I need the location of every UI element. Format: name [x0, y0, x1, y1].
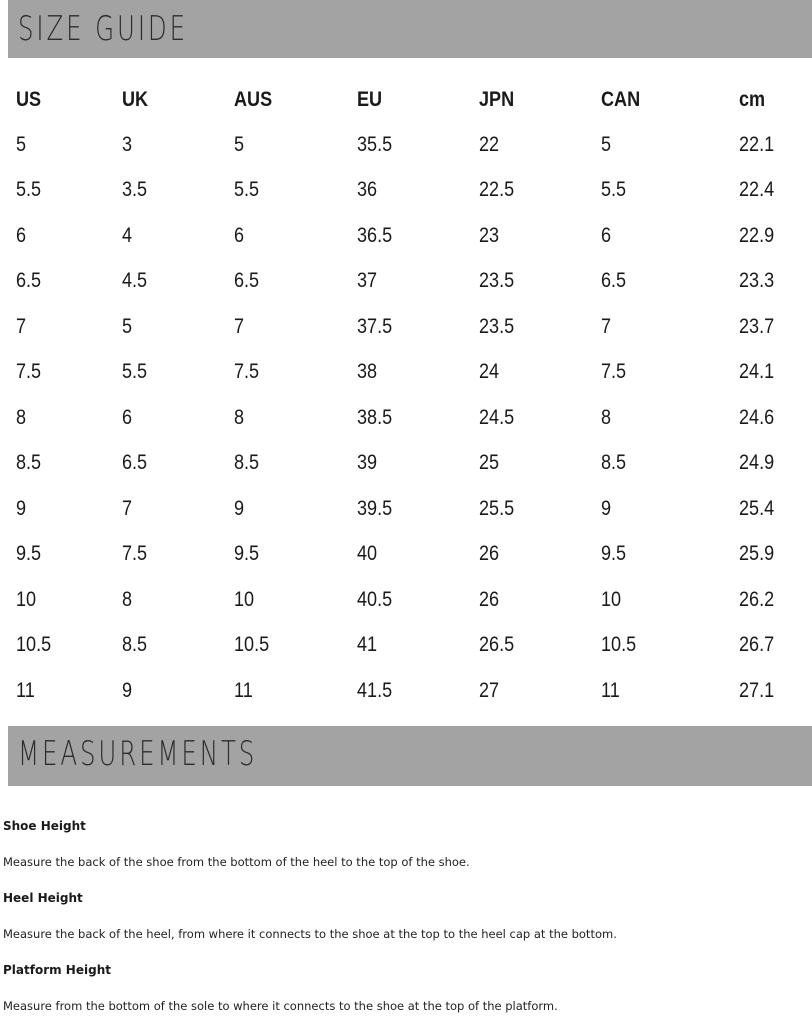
cell-value: 5 [601, 132, 612, 156]
table-cell [357, 486, 479, 532]
table-cell [479, 668, 601, 714]
cell-value: 6 [601, 223, 612, 247]
cell-value: 25.4 [739, 496, 775, 520]
table-cell [357, 122, 479, 168]
table-cell [479, 577, 601, 623]
cell-value: 9.5 [16, 542, 42, 566]
table-cell [234, 577, 357, 623]
table-cell [234, 668, 357, 714]
table-cell [16, 668, 122, 714]
size-guide-banner [8, 0, 812, 58]
table-cell [601, 577, 739, 623]
cell-value: 26.5 [479, 633, 515, 657]
cell-value: 9 [234, 496, 245, 520]
cell-value: 9 [122, 678, 133, 702]
table-cell [234, 441, 357, 487]
table-row [16, 668, 812, 714]
table-cell [357, 668, 479, 714]
column-header [479, 77, 601, 122]
table-cell [122, 441, 234, 487]
table-row [16, 577, 812, 623]
cell-value: 10.5 [234, 633, 270, 657]
table-cell [739, 213, 812, 259]
measurement-description: Measure the back of the heel, from where it connects to the shoe at the top to the heel cap at the bottom. [3, 927, 617, 941]
cell-value: 24 [479, 360, 500, 384]
cell-value: 8.5 [122, 633, 148, 657]
cell-value: 22.1 [739, 132, 775, 156]
size-conversion-table [16, 77, 812, 714]
table-cell [739, 668, 812, 714]
cell-value: 36.5 [357, 223, 393, 247]
table-row [16, 213, 812, 259]
table-cell [739, 259, 812, 305]
table-cell [357, 213, 479, 259]
table-cell [357, 395, 479, 441]
cell-value: 8.5 [601, 451, 627, 475]
column-header [601, 77, 739, 122]
table-cell [234, 122, 357, 168]
cell-value: 23.3 [739, 269, 775, 293]
cell-value: 22.5 [479, 178, 515, 202]
table-cell [122, 122, 234, 168]
table-cell [601, 350, 739, 396]
column-header-label: US [16, 87, 42, 111]
column-header [357, 77, 479, 122]
cell-value: 23.7 [739, 314, 775, 338]
table-cell [739, 168, 812, 214]
table-cell [357, 350, 479, 396]
cell-value: 22.4 [739, 178, 775, 202]
cell-value: 8.5 [16, 451, 42, 475]
header-row [16, 77, 812, 122]
cell-value: 8 [601, 405, 612, 429]
column-header [16, 77, 122, 122]
cell-value: 26 [479, 542, 500, 566]
cell-value: 5.5 [601, 178, 627, 202]
cell-value: 8 [16, 405, 27, 429]
cell-value: 26.7 [739, 633, 775, 657]
cell-value: 7 [16, 314, 27, 338]
table-cell [479, 168, 601, 214]
column-header [122, 77, 234, 122]
cell-value: 39 [357, 451, 378, 475]
table-cell [739, 577, 812, 623]
cell-value: 36 [357, 178, 378, 202]
table-cell [234, 304, 357, 350]
table-cell [122, 486, 234, 532]
cell-value: 5 [234, 132, 245, 156]
cell-value: 24.5 [479, 405, 515, 429]
table-cell [122, 168, 234, 214]
cell-value: 5 [122, 314, 133, 338]
cell-value: 40.5 [357, 587, 393, 611]
table-cell [16, 122, 122, 168]
table-cell [479, 395, 601, 441]
table-row [16, 441, 812, 487]
table-cell [739, 395, 812, 441]
table-cell [357, 441, 479, 487]
cell-value: 38.5 [357, 405, 393, 429]
cell-value: 3.5 [122, 178, 148, 202]
measurement-title: Shoe Height [3, 819, 86, 833]
table-row [16, 395, 812, 441]
cell-value: 23 [479, 223, 500, 247]
cell-value: 9.5 [234, 542, 260, 566]
table-cell [16, 259, 122, 305]
table-row [16, 486, 812, 532]
cell-value: 27.1 [739, 678, 775, 702]
cell-value: 40 [357, 542, 378, 566]
cell-value: 8 [234, 405, 245, 429]
measurements-banner [8, 726, 812, 786]
cell-value: 24.1 [739, 360, 775, 384]
table-cell [479, 122, 601, 168]
table-cell [122, 213, 234, 259]
column-header-label: UK [122, 87, 149, 111]
cell-value: 4.5 [122, 269, 148, 293]
table-cell [601, 304, 739, 350]
table-cell [234, 486, 357, 532]
measurement-title: Heel Height [3, 891, 83, 905]
table-cell [601, 259, 739, 305]
table-cell [122, 259, 234, 305]
table-row [16, 122, 812, 168]
cell-value: 7.5 [16, 360, 42, 384]
cell-value: 26.2 [739, 587, 775, 611]
table-cell [16, 213, 122, 259]
table-cell [601, 395, 739, 441]
cell-value: 6.5 [122, 451, 148, 475]
cell-value: 6.5 [234, 269, 260, 293]
measurement-item [3, 810, 803, 882]
size-guide-title: SIZE GUIDE [18, 9, 189, 49]
cell-value: 5.5 [16, 178, 42, 202]
table-cell [122, 623, 234, 669]
table-cell [16, 577, 122, 623]
cell-value: 11 [601, 678, 620, 702]
table-cell [601, 668, 739, 714]
table-cell [601, 441, 739, 487]
measurements-title: MEASUREMENTS [18, 734, 258, 774]
cell-value: 26 [479, 587, 500, 611]
cell-value: 23.5 [479, 314, 515, 338]
table-cell [601, 532, 739, 578]
cell-value: 6 [234, 223, 245, 247]
table-cell [122, 304, 234, 350]
table-row [16, 259, 812, 305]
column-header-label: JPN [479, 87, 515, 111]
cell-value: 25.5 [479, 496, 515, 520]
table-cell [479, 259, 601, 305]
cell-value: 38 [357, 360, 378, 384]
cell-value: 39.5 [357, 496, 393, 520]
cell-value: 10 [234, 587, 255, 611]
cell-value: 8.5 [234, 451, 260, 475]
cell-value: 24.9 [739, 451, 775, 475]
table-cell [122, 577, 234, 623]
cell-value: 6 [122, 405, 133, 429]
cell-value: 41.5 [357, 678, 393, 702]
cell-value: 9 [601, 496, 612, 520]
cell-value: 24.6 [739, 405, 775, 429]
cell-value: 3 [122, 132, 133, 156]
column-header-label: AUS [234, 87, 273, 111]
column-header [739, 77, 812, 122]
cell-value: 25.9 [739, 542, 775, 566]
cell-value: 10 [601, 587, 622, 611]
table-cell [357, 577, 479, 623]
cell-value: 10.5 [16, 633, 52, 657]
cell-value: 23.5 [479, 269, 515, 293]
table-row [16, 304, 812, 350]
cell-value: 9 [16, 496, 27, 520]
table-cell [601, 122, 739, 168]
table-cell [234, 395, 357, 441]
table-cell [601, 486, 739, 532]
cell-value: 5.5 [234, 178, 260, 202]
table-cell [739, 486, 812, 532]
measurement-description: Measure from the bottom of the sole to where it connects to the shoe at the top of the platform. [3, 999, 558, 1013]
cell-value: 6.5 [16, 269, 42, 293]
cell-value: 10 [16, 587, 37, 611]
table-cell [122, 532, 234, 578]
table-cell [122, 395, 234, 441]
table-cell [357, 168, 479, 214]
table-cell [16, 395, 122, 441]
table-cell [16, 441, 122, 487]
cell-value: 4 [122, 223, 133, 247]
cell-value: 7 [601, 314, 612, 338]
table-cell [16, 350, 122, 396]
table-row [16, 168, 812, 214]
table-cell [122, 668, 234, 714]
cell-value: 7.5 [122, 542, 148, 566]
table-cell [234, 259, 357, 305]
table-cell [16, 486, 122, 532]
cell-value: 8 [122, 587, 133, 611]
table-cell [234, 213, 357, 259]
table-cell [479, 213, 601, 259]
column-header [234, 77, 357, 122]
cell-value: 10.5 [601, 633, 637, 657]
table-row [16, 532, 812, 578]
cell-value: 37 [357, 269, 378, 293]
table-cell [479, 441, 601, 487]
table-cell [739, 122, 812, 168]
cell-value: 5.5 [122, 360, 148, 384]
table-cell [234, 532, 357, 578]
table-cell [122, 350, 234, 396]
cell-value: 35.5 [357, 132, 393, 156]
cell-value: 6 [16, 223, 27, 247]
cell-value: 7.5 [601, 360, 627, 384]
measurement-title: Platform Height [3, 963, 111, 977]
table-cell [357, 532, 479, 578]
table-cell [16, 304, 122, 350]
cell-value: 22 [479, 132, 500, 156]
table-cell [16, 623, 122, 669]
cell-value: 41 [357, 633, 378, 657]
table-cell [357, 259, 479, 305]
measurement-description: Measure the back of the shoe from the bottom of the heel to the top of the shoe. [3, 855, 470, 869]
column-header-label: CAN [601, 87, 641, 111]
column-header-label: EU [357, 87, 383, 111]
cell-value: 37.5 [357, 314, 393, 338]
table-cell [739, 304, 812, 350]
size-table-header [16, 77, 812, 122]
table-cell [739, 532, 812, 578]
table-cell [357, 623, 479, 669]
table-cell [234, 168, 357, 214]
cell-value: 25 [479, 451, 500, 475]
table-cell [479, 304, 601, 350]
table-row [16, 623, 812, 669]
cell-value: 22.9 [739, 223, 775, 247]
cell-value: 5 [16, 132, 27, 156]
cell-value: 11 [234, 678, 253, 702]
table-cell [16, 532, 122, 578]
table-cell [479, 486, 601, 532]
table-cell [479, 623, 601, 669]
measurement-item [3, 954, 803, 1026]
table-cell [739, 350, 812, 396]
table-cell [601, 213, 739, 259]
measurement-item [3, 882, 803, 954]
cell-value: 7 [234, 314, 245, 338]
table-cell [357, 304, 479, 350]
table-cell [739, 623, 812, 669]
table-cell [479, 350, 601, 396]
size-table-body [16, 122, 812, 714]
table-cell [601, 168, 739, 214]
table-cell [739, 441, 812, 487]
cell-value: 27 [479, 678, 500, 702]
column-header-label: cm [739, 87, 766, 111]
table-row [16, 350, 812, 396]
cell-value: 9.5 [601, 542, 627, 566]
cell-value: 7.5 [234, 360, 260, 384]
cell-value: 11 [16, 678, 35, 702]
table-cell [16, 168, 122, 214]
cell-value: 6.5 [601, 269, 627, 293]
table-cell [601, 623, 739, 669]
table-cell [479, 532, 601, 578]
cell-value: 7 [122, 496, 133, 520]
table-cell [234, 350, 357, 396]
measurements-list [3, 810, 803, 1026]
table-cell [234, 623, 357, 669]
